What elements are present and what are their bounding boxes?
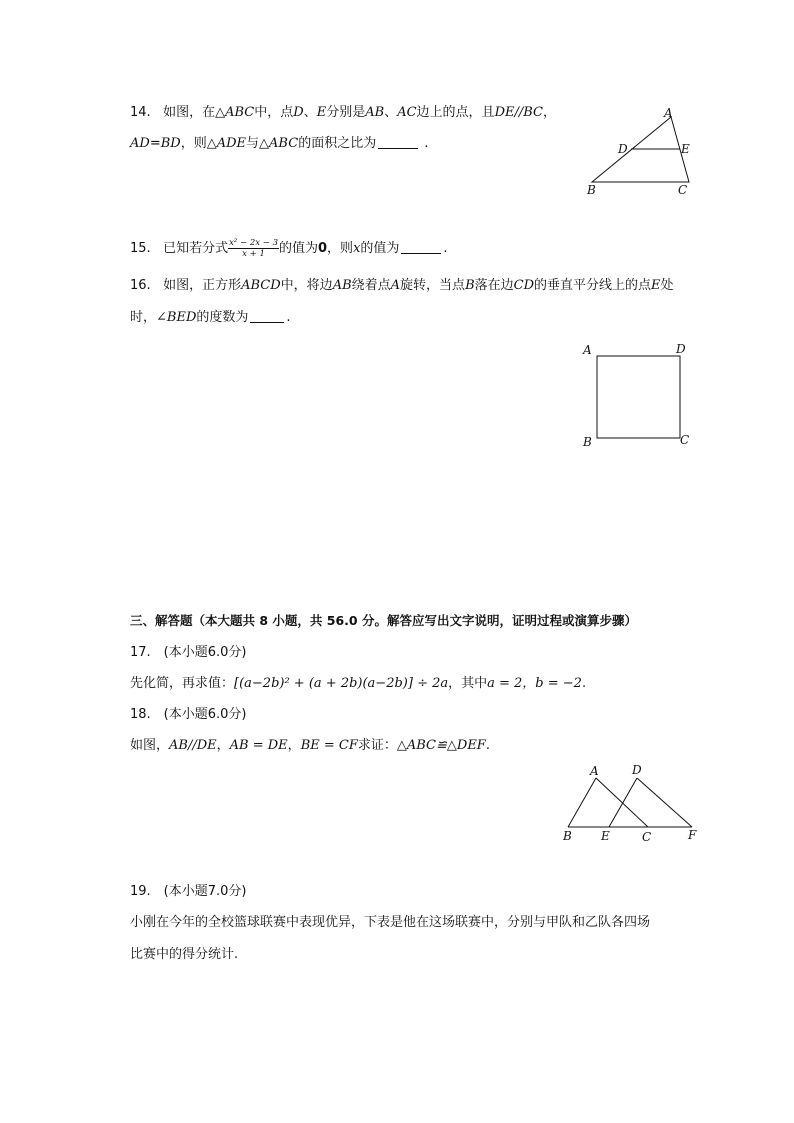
q18-heading: 18. (本小题6.0分) bbox=[130, 707, 247, 722]
q14-label-a: A bbox=[664, 106, 673, 120]
q16-number: 16. bbox=[130, 278, 151, 293]
q16-line1: 16. 如图，正方形ABCD中，将边AB绕着点A旋转，当点B落在边CD的垂直平分线上的点E处 bbox=[130, 278, 674, 293]
q15-line: 15. 已知若分式 $\frac{\text{x² − 2x − 3}}{x + 1}$ 的值为0，则x的值为 . bbox=[130, 238, 448, 259]
q19-body-line1: 小刚在今年的全校篮球联赛中表现优异，下表是他在这场联赛中，分别与甲队和乙队各四场 bbox=[130, 915, 651, 930]
q18-segment-df bbox=[637, 778, 692, 827]
q19-body-line2: 比赛中的得分统计. bbox=[130, 947, 239, 962]
q14-line1: 14. 如图，在△ABC中，点D、E分别是AB、AC边上的点，且DE//BC， bbox=[130, 105, 556, 120]
q16-label-c: C bbox=[680, 433, 690, 447]
q16-label-a: A bbox=[583, 343, 592, 357]
q18-segment-de bbox=[609, 778, 637, 827]
q18-label-d: D bbox=[632, 763, 642, 777]
q16-label-d: D bbox=[676, 342, 686, 356]
q14-label-e: E bbox=[681, 142, 690, 156]
q18-segment-ab bbox=[568, 778, 596, 827]
q18-label-f: F bbox=[688, 828, 697, 842]
q14-label-c: C bbox=[678, 183, 688, 197]
q16-line2: 时，∠BED的度数为 . bbox=[130, 310, 291, 325]
q14-label-b: B bbox=[587, 183, 596, 197]
section-3-heading: 三、解答题（本大题共 8 小题，共 56.0 分。解答应写出文字说明，证明过程或演算步骤） bbox=[130, 613, 637, 628]
q19-heading: 19. (本小题7.0分) bbox=[130, 884, 247, 899]
q18-label-a: A bbox=[590, 764, 599, 778]
q18-label-b: B bbox=[563, 829, 572, 843]
q14-number: 14. bbox=[130, 105, 151, 120]
q18-label-e: E bbox=[601, 829, 610, 843]
q16-label-b: B bbox=[583, 435, 592, 449]
q14-label-d: D bbox=[618, 142, 628, 156]
q17-heading: 17. (本小题6.0分) bbox=[130, 645, 247, 660]
q18-label-c: C bbox=[642, 830, 652, 844]
q18-segment-ac bbox=[596, 778, 648, 827]
q15-number: 15. bbox=[130, 241, 151, 256]
q15-fraction: $\frac{\text{x² − 2x − 3}}{x + 1}$ bbox=[229, 238, 278, 259]
q18-body: 如图，AB//DE，AB = DE，BE = CF求证：△ABC≌△DEF. bbox=[130, 738, 490, 753]
q14-line2: AD=BD，则△ADE与△ABC的面积之比为 . bbox=[130, 136, 429, 151]
q17-body: 先化简，再求值：[(a−2b)² + (a + 2b)(a−2b)] ÷ 2a，其中a = 2，b = −2. bbox=[130, 676, 587, 691]
